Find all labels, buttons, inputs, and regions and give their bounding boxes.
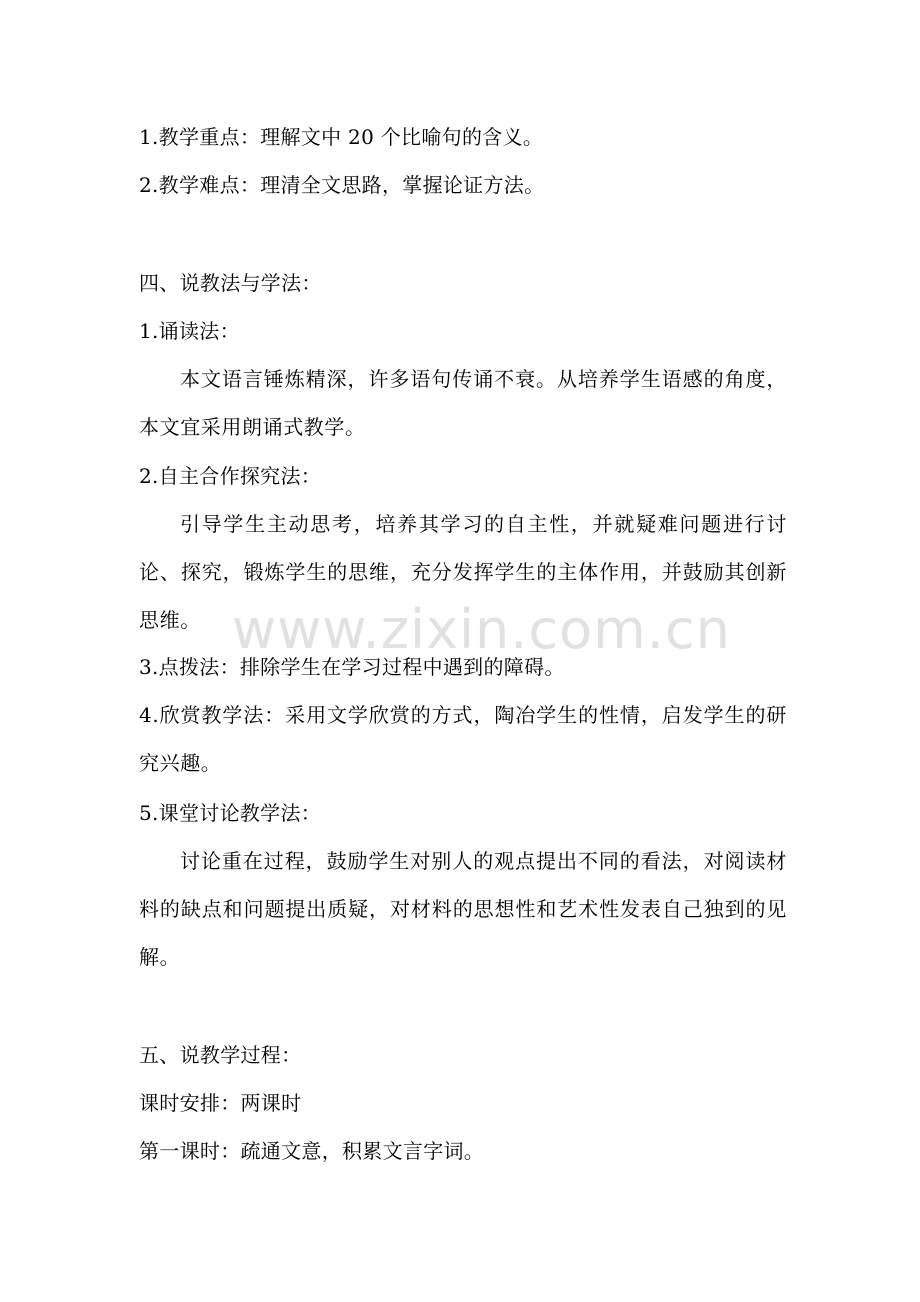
lesson-schedule: 课时安排：两课时	[139, 1091, 302, 1115]
method-1-body: 本文语言锤炼精深，许多语句传诵不衰。从培养学生语感的角度，本文宜采用朗诵式教学。	[139, 367, 787, 439]
method-3: 3.点拨法：排除学生在学习过程中遇到的障碍。	[139, 655, 565, 679]
method-4: 4.欣赏教学法：采用文学欣赏的方式，陶冶学生的性情，启发学生的研究兴趣。	[139, 703, 787, 775]
teaching-difficulty: 2.教学难点：理清全文思路，掌握论证方法。	[139, 173, 545, 197]
first-lesson: 第一课时：疏通文意，积累文言字词。	[139, 1139, 485, 1163]
method-2-body: 引导学生主动思考，培养其学习的自主性，并就疑难问题进行讨论、探究，锻炼学生的思维，充分发挥学生的主体作用，并鼓励其创新思维。	[139, 512, 787, 632]
method-5-body: 讨论重在过程，鼓励学生对别人的观点提出不同的看法，对阅读材料的缺点和问题提出质疑，对材料的思想性和艺术性发表自己独到的见解。	[139, 849, 787, 969]
method-1-title: 1.诵读法：	[139, 319, 240, 343]
method-2-title: 2.自主合作探究法：	[139, 464, 322, 488]
section-4-heading: 四、说教法与学法：	[139, 271, 322, 295]
teaching-focus: 1.教学重点：理解文中 20 个比喻句的含义。	[139, 125, 544, 149]
method-5-title: 5.课堂讨论教学法：	[139, 801, 322, 825]
section-5-heading: 五、说教学过程：	[139, 1043, 302, 1067]
watermark: www.zixin.com.cn	[232, 598, 731, 661]
